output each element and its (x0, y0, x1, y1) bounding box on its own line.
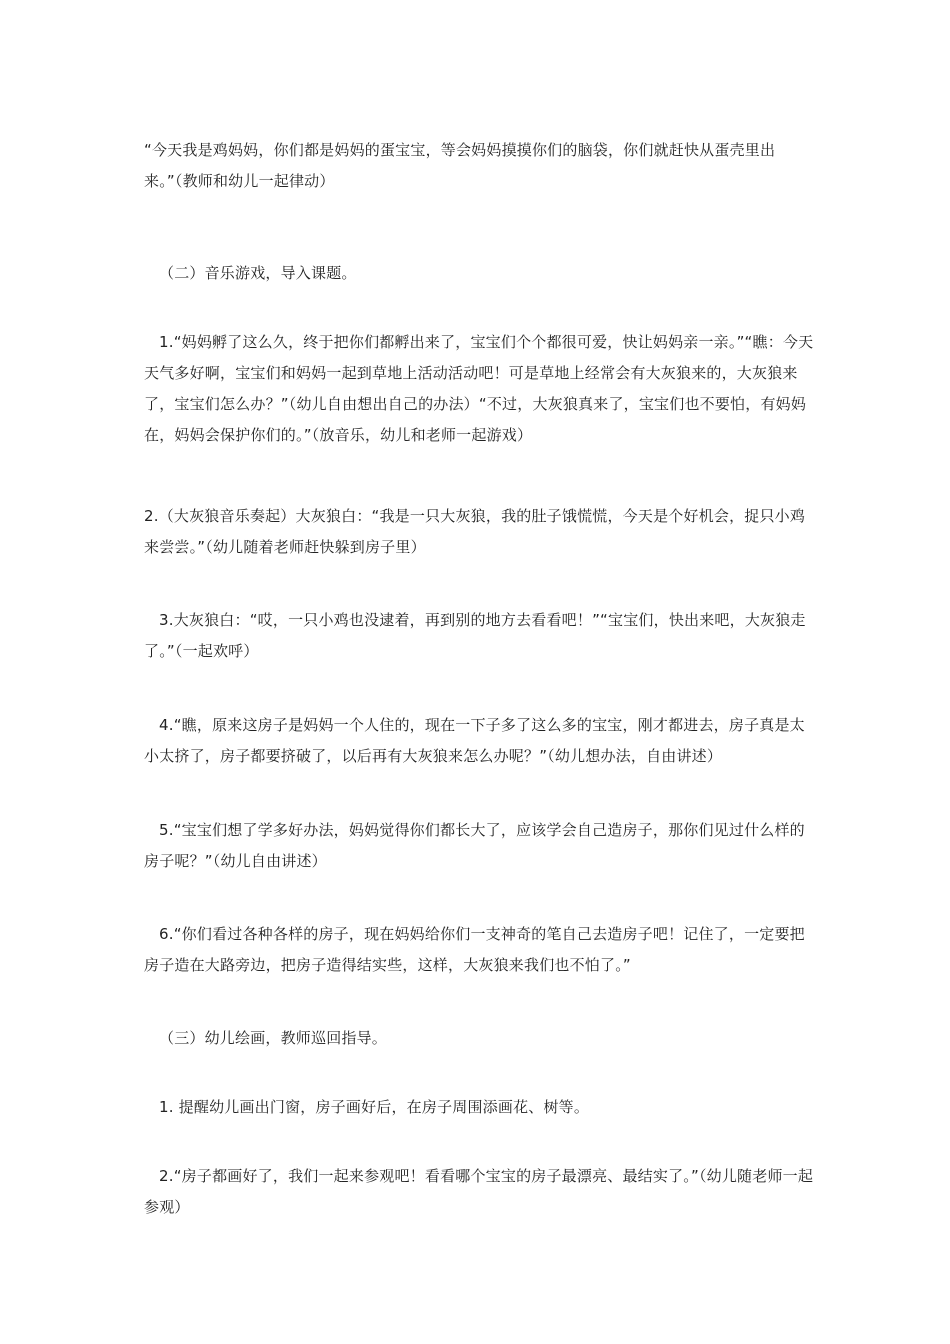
paragraph-step-1: 1.“妈妈孵了这么久，终于把你们都孵出来了，宝宝们个个都很可爱，快让妈妈亲一亲。”“瞧：今天天气多好啊，宝宝们和妈妈一起到草地上活动活动吧！可是草地上经常会有大灰狼来的，大灰狼来了，宝宝们怎么办？”（幼儿自由想出自己的办法）“不过，大灰狼真来了，宝宝们也不要怕，有妈妈在，妈妈会保护你们的。”（放音乐，幼儿和老师一起游戏） (144, 333, 814, 444)
paragraph-step-6: 6.“你们看过各种各样的房子，现在妈妈给你们一支神奇的笔自己去造房子吧！记住了，一定要把房子造在大路旁边，把房子造得结实些，这样，大灰狼来我们也不怕了。” (144, 925, 805, 974)
section-heading-2: （二）音乐游戏，导入课题。 (159, 264, 357, 282)
paragraph-drawing-step-1: 1. 提醒幼儿画出门窗，房子画好后，在房子周围添画花、树等。 (159, 1098, 590, 1116)
paragraph-drawing-step-2: 2.“房子都画好了，我们一起来参观吧！看看哪个宝宝的房子最漂亮、最结实了。”（幼儿随老师一起参观） (144, 1167, 814, 1216)
paragraph-step-3: 3.大灰狼白：“哎，一只小鸡也没逮着，再到别的地方去看看吧！”“宝宝们，快出来吧，大灰狼走了。”（一起欢呼） (144, 611, 806, 660)
paragraph-step-5: 5.“宝宝们想了学多好办法，妈妈觉得你们都长大了，应该学会自己造房子，那你们见过什么样的房子呢？”（幼儿自由讲述） (144, 821, 805, 870)
paragraph-step-2: 2.（大灰狼音乐奏起）大灰狼白：“我是一只大灰狼，我的肚子饿慌慌，今天是个好机会，捉只小鸡来尝尝。”（幼儿随着老师赶快躲到房子里） (144, 507, 806, 556)
paragraph-step-4: 4.“瞧，原来这房子是妈妈一个人住的，现在一下子多了这么多的宝宝，刚才都进去，房子真是太小太挤了，房子都要挤破了，以后再有大灰狼来怎么办呢？”（幼儿想办法，自由讲述） (144, 716, 805, 765)
section-heading-3: （三）幼儿绘画，教师巡回指导。 (159, 1029, 388, 1047)
paragraph-intro-quote: “今天我是鸡妈妈，你们都是妈妈的蛋宝宝，等会妈妈摸摸你们的脑袋，你们就赶快从蛋壳里出来。”（教师和幼儿一起律动） (144, 141, 776, 190)
